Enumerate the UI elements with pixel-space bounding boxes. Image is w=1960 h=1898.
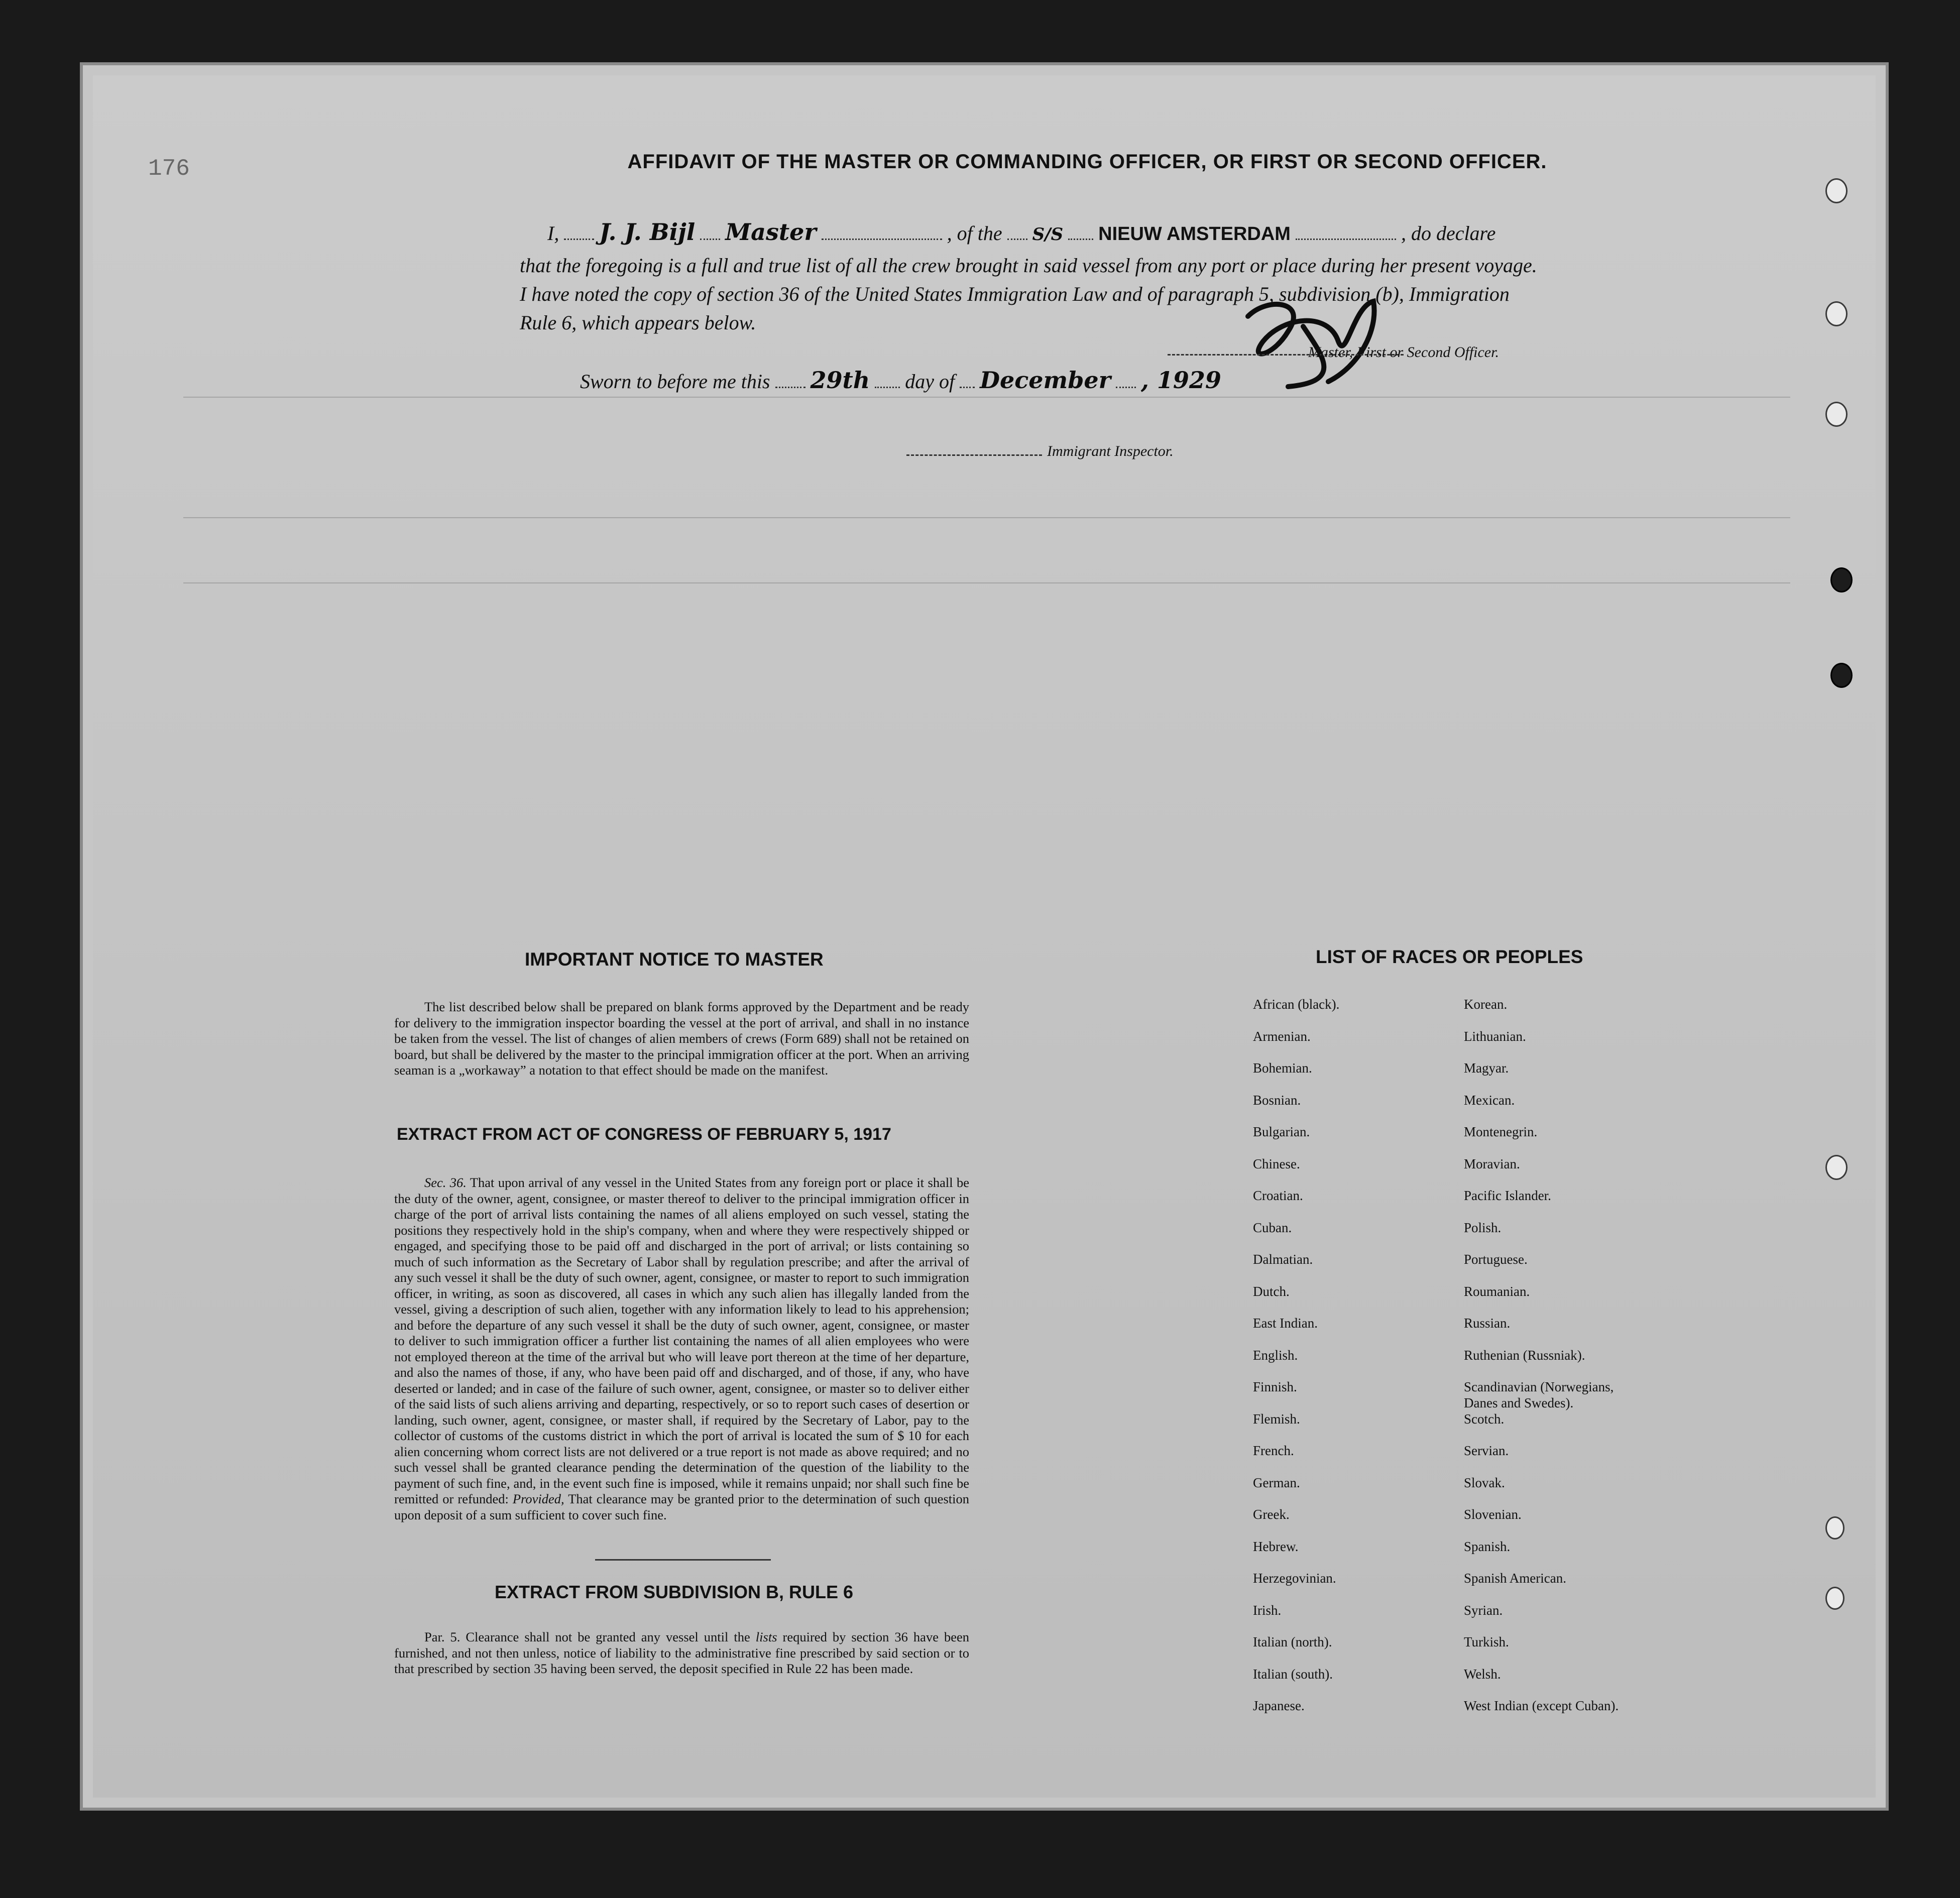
race-item: Danes and Swedes). bbox=[1464, 1395, 1574, 1410]
race-item: Pacific Islander. bbox=[1464, 1188, 1551, 1203]
race-item: Scandinavian (Norwegians, bbox=[1464, 1379, 1614, 1394]
race-item: Bosnian. bbox=[1253, 1092, 1301, 1108]
race-item: Lithuanian. bbox=[1464, 1028, 1526, 1044]
notice-body: The list described below shall be prepared on blank forms approved by the Department and be ready for delivery to the immigration inspector boarding the vessel at the port of arrival, and shall in no instance be taken from the vessel. The list of changes of alien members of crews (Form 689) shall not be retained on board, but shall be delivered by the master to the principal immigration officer at the port. When an arriving seaman is a „workaway” a notation to that effect should be made on the manifest. bbox=[394, 999, 969, 1078]
races-title: LIST OF RACES OR PEOPLES bbox=[1316, 946, 1583, 967]
race-item: Polish. bbox=[1464, 1220, 1502, 1235]
binder-hole bbox=[1830, 663, 1853, 688]
race-item: Magyar. bbox=[1464, 1060, 1509, 1076]
vessel-prefix: S/S bbox=[1032, 224, 1064, 245]
race-item: Portuguese. bbox=[1464, 1252, 1528, 1267]
signature-label: Master, First or Second Officer. bbox=[1308, 344, 1499, 361]
vessel-name: NIEUW AMSTERDAM bbox=[1098, 223, 1291, 245]
race-item: Moravian. bbox=[1464, 1156, 1520, 1171]
sec-label: Sec. 36. bbox=[424, 1175, 467, 1190]
race-item: Servian. bbox=[1464, 1443, 1509, 1458]
binder-hole bbox=[1825, 1155, 1848, 1180]
affidavit-line-3: I have noted the copy of section 36 of the United States Immigration Law and of paragraph 5, subdivision (b), Immigration bbox=[520, 283, 1510, 305]
affidavit-line-4: Rule 6, which appears below. bbox=[520, 311, 756, 334]
section-divider bbox=[595, 1559, 771, 1561]
affidavit-line-2: that the foregoing is a full and true list of all the crew brought in said vessel from any port or place during her present voyage. bbox=[520, 254, 1537, 277]
race-item: Flemish. bbox=[1253, 1411, 1300, 1427]
sworn-month: December bbox=[980, 367, 1111, 394]
ghost-rule bbox=[183, 397, 1790, 398]
binder-hole bbox=[1825, 178, 1848, 203]
race-item: Greek. bbox=[1253, 1507, 1290, 1522]
race-item: Turkish. bbox=[1464, 1634, 1509, 1649]
race-item: Ruthenian (Russniak). bbox=[1464, 1347, 1585, 1363]
document-page bbox=[83, 65, 1886, 1808]
pronoun: I, bbox=[547, 222, 559, 245]
race-item: Welsh. bbox=[1464, 1666, 1501, 1682]
race-item: Dutch. bbox=[1253, 1283, 1290, 1299]
paper-surface bbox=[93, 75, 1876, 1798]
affidavit-title: AFFIDAVIT OF THE MASTER OR COMMANDING OFFICER, OR FIRST OR SECOND OFFICER. bbox=[627, 151, 1547, 173]
race-item: Bohemian. bbox=[1253, 1060, 1312, 1076]
race-item: Spanish. bbox=[1464, 1538, 1511, 1554]
race-item: Korean. bbox=[1464, 997, 1508, 1012]
race-item: Russian. bbox=[1464, 1316, 1511, 1331]
provided-label: Provided, bbox=[512, 1491, 564, 1506]
race-item: Chinese. bbox=[1253, 1156, 1300, 1171]
day-of-label: day of bbox=[905, 370, 955, 393]
race-item: Bulgarian. bbox=[1253, 1124, 1310, 1139]
sworn-day: 29th bbox=[810, 367, 870, 394]
affidavit-declaration-line bbox=[547, 218, 1495, 246]
race-item: Irish. bbox=[1253, 1602, 1282, 1618]
sheet-number: 176 bbox=[148, 156, 190, 182]
race-item: Herzegovinian. bbox=[1253, 1571, 1336, 1586]
master-rank: Master bbox=[725, 218, 817, 246]
race-item: African (black). bbox=[1253, 997, 1340, 1012]
binder-hole bbox=[1825, 1516, 1844, 1539]
race-item: German. bbox=[1253, 1475, 1300, 1490]
race-item: Roumanian. bbox=[1464, 1283, 1530, 1299]
race-item: Syrian. bbox=[1464, 1602, 1503, 1618]
sworn-year: , 1929 bbox=[1140, 367, 1221, 394]
binder-hole bbox=[1825, 1587, 1844, 1610]
act-extract-title: EXTRACT FROM ACT OF CONGRESS OF FEBRUARY 5, 1917 bbox=[397, 1125, 891, 1144]
sworn-line bbox=[580, 367, 1221, 394]
race-item: Armenian. bbox=[1253, 1028, 1311, 1044]
race-item: Slovak. bbox=[1464, 1475, 1505, 1490]
race-item: English. bbox=[1253, 1347, 1298, 1363]
notice-title: IMPORTANT NOTICE TO MASTER bbox=[525, 949, 824, 970]
do-declare-label: , do declare bbox=[1401, 222, 1496, 245]
race-item: Slovenian. bbox=[1464, 1507, 1522, 1522]
rule-extract-title: EXTRACT FROM SUBDIVISION B, RULE 6 bbox=[495, 1582, 854, 1602]
binder-hole bbox=[1825, 402, 1848, 427]
race-item: Finnish. bbox=[1253, 1379, 1297, 1394]
rule-extract-body: Par. 5. Clearance shall not be granted any vessel until the lists required by section 36 have been furnished, and not then unless, notice of liability to the administrative fine prescribed by said section or to that prescribed by section 35 having been served, the deposit specified in Rule 22 has been made. bbox=[394, 1629, 969, 1676]
race-item: Japanese. bbox=[1253, 1698, 1305, 1713]
race-item: Italian (north). bbox=[1253, 1634, 1332, 1649]
ghost-rule bbox=[183, 517, 1790, 518]
binder-hole bbox=[1830, 567, 1853, 592]
of-the-label: , of the bbox=[947, 222, 1002, 245]
race-item: Spanish American. bbox=[1464, 1571, 1566, 1586]
binder-hole bbox=[1825, 301, 1848, 326]
race-item: Italian (south). bbox=[1253, 1666, 1333, 1682]
race-item: Cuban. bbox=[1253, 1220, 1292, 1235]
race-item: Mexican. bbox=[1464, 1092, 1515, 1108]
race-item: Dalmatian. bbox=[1253, 1252, 1313, 1267]
race-item: Montenegrin. bbox=[1464, 1124, 1538, 1139]
race-item: Scotch. bbox=[1464, 1411, 1505, 1427]
inspector-label: Immigrant Inspector. bbox=[1047, 443, 1174, 459]
race-item: West Indian (except Cuban). bbox=[1464, 1698, 1619, 1713]
race-item: Hebrew. bbox=[1253, 1538, 1299, 1554]
sworn-label: Sworn to before me this bbox=[580, 370, 770, 393]
act-extract-body: Sec. 36. That upon arrival of any vessel in the United States from any foreign port or place it shall be the duty of the owner, agent, consignee, or master thereof to deliver to the principal immigration officer in charge of the port of arrival lists containing the names of all aliens employed on such vessel, stating the positions they respectively hold in the ship's company, when and where they were respectively shipped or engaged, and specifying those to be paid off and discharged in the port of arrival; or lists containing so much of such information as the Secretary of Labor shall by regulation prescribe; and after the arrival of any such vessel it shall be the duty of such owner, agent, consignee, or master to report to such immigration officer, in writing, as soon as discovered, all cases in which any such alien has illegally landed from the vessel, giving a description of such alien, together with any information likely to lead to his apprehension; and before the departure of any such vessel it shall be the duty of such owner, agent, consignee, or master to deliver to such immigration officer a further list containing the names of all alien employees who were not employed thereon at the time of the arrival but who will leave port thereon at the time of her departure, and also the names of those, if any, who have been paid off and discharged, and of those, if any, who have deserted or landed; and in case of the failure of such owner, agent, consignee, or master so to deliver either of the said lists of such aliens arriving and departing, respectively, or so to report such cases of desertion or landing, such owner, agent, consignee, or master shall, if required by the Secretary of Labor, pay to the collector of customs of the customs district in which the port of arrival is located the sum of $ 10 for each alien concerning whom correct lists are not delivered or a true report is not made as above required; and no such vessel shall be granted clearance pending the determination of the question of the liability to the payment of such fine, and, in the event such fine is imposed, while it remains unpaid; nor shall such fine be remitted or refunded: Provided, That clearance may be granted prior to the determination of such question upon deposit of a sum sufficient to cover such fine. bbox=[394, 1175, 969, 1522]
race-item: Croatian. bbox=[1253, 1188, 1303, 1203]
ghost-rule bbox=[183, 582, 1790, 583]
race-item: East Indian. bbox=[1253, 1316, 1318, 1331]
master-name: J. J. Bijl bbox=[599, 218, 696, 246]
race-item: French. bbox=[1253, 1443, 1294, 1458]
